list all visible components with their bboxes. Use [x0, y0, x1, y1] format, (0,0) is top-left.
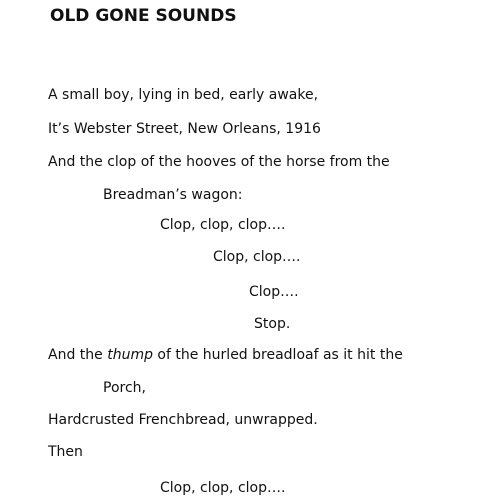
poem-line: Porch,: [103, 380, 146, 396]
poem-line: And the clop of the hooves of the horse from the: [48, 154, 390, 170]
poem-line: Clop, clop….: [213, 249, 301, 265]
poem-line: [48, 346, 403, 364]
poem-line-text: And the: [48, 347, 108, 363]
poem-title: OLD GONE SOUNDS: [50, 6, 237, 26]
poem-line: Breadman’s wagon:: [103, 187, 243, 203]
poem-line-emphasis: thump: [107, 347, 153, 363]
poem-line: Clop….: [249, 284, 299, 300]
poem-line: Then: [48, 444, 83, 460]
poem-line: Hardcrusted Frenchbread, unwrapped.: [48, 412, 318, 428]
poem-line: Stop.: [254, 316, 291, 332]
poem-line: A small boy, lying in bed, early awake,: [48, 87, 319, 103]
poem-line: Clop, clop, clop….: [160, 217, 286, 233]
poem-line-text: of the hurled breadloaf as it hit the: [152, 347, 403, 363]
poem-line: Clop, clop, clop….: [160, 480, 286, 496]
poem-line: It’s Webster Street, New Orleans, 1916: [48, 121, 321, 137]
